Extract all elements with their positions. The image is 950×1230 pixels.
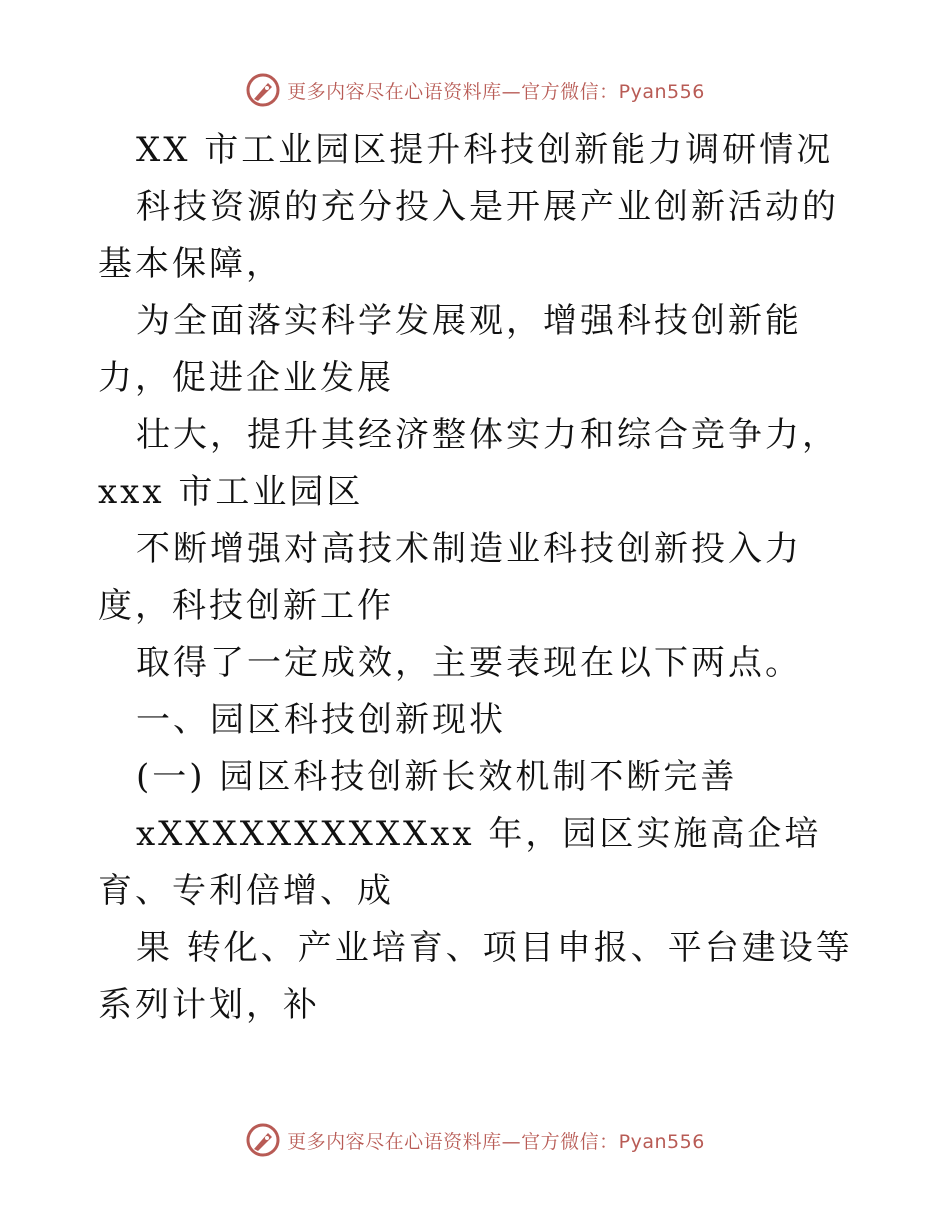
pen-nib-logo-icon (245, 1122, 281, 1158)
watermark-text: 更多内容尽在心语资料库—官方微信：Pyan556 (287, 80, 705, 103)
paragraph: xXXXXXXXXXXxx 年，园区实施高企培育、专利倍增、成 (98, 814, 822, 911)
paragraph: 科技资源的充分投入是开展产业创新活动的基本保障， (98, 187, 839, 284)
footer-watermark (0, 1120, 950, 1160)
paragraph: 取得了一定成效，主要表现在以下两点。 (136, 643, 802, 683)
paragraph: 为全面落实科学发展观，增强科技创新能力，促进企业发展 (98, 301, 802, 398)
subsection-heading: (一) 园区科技创新长效机制不断完善 (136, 757, 738, 797)
paragraph: 壮大，提升其经济整体实力和综合竞争力，xxx 市工业园区 (98, 415, 839, 512)
pen-nib-logo-icon (245, 72, 281, 108)
paragraph: 果 转化、产业培育、项目申报、平台建设等系列计划，补 (98, 928, 853, 1025)
paragraph: 不断增强对高技术制造业科技创新投入力度，科技创新工作 (98, 529, 802, 626)
document-body (98, 122, 868, 1034)
header-watermark (0, 70, 950, 110)
section-heading: 一、园区科技创新现状 (136, 700, 506, 740)
watermark-text: 更多内容尽在心语资料库—官方微信：Pyan556 (287, 1130, 705, 1153)
document-title: XX 市工业园区提升科技创新能力调研情况 (136, 130, 834, 170)
